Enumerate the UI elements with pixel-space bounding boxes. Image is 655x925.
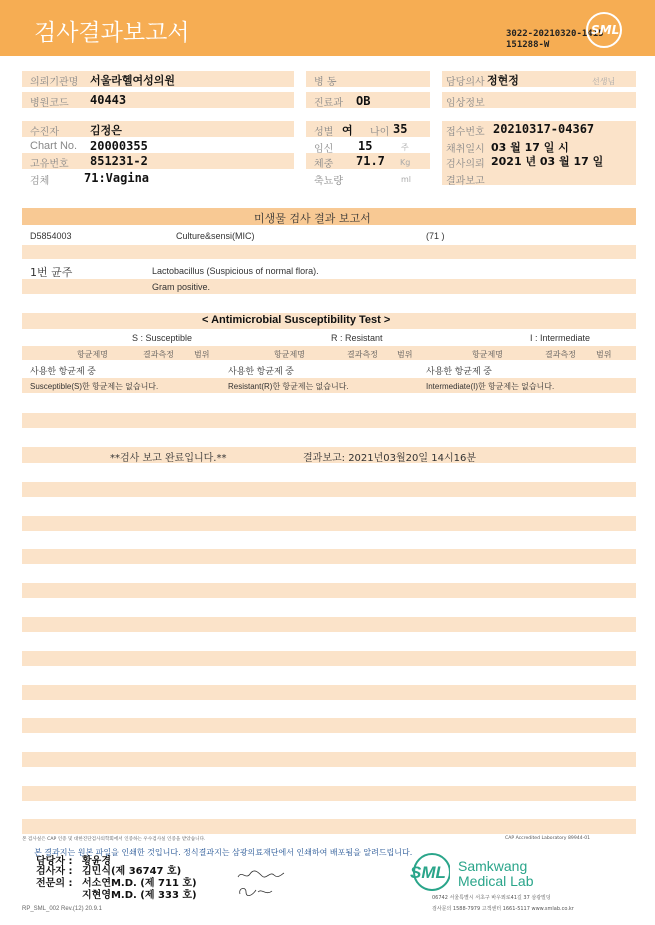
legend-susceptible: S : Susceptible xyxy=(132,333,193,343)
signature-1 xyxy=(236,868,286,882)
doctor-label: 담당의사 xyxy=(446,77,485,88)
patient-label: 수진자 xyxy=(30,127,59,138)
test-code: D5854003 xyxy=(30,231,72,241)
organism-line1: Lactobacillus (Suspicious of normal flora). xyxy=(152,266,319,276)
organism-line2: Gram positive. xyxy=(152,282,211,292)
specialist-label: 전문의 : xyxy=(36,878,73,889)
dept-value: OB xyxy=(356,94,371,108)
pregnancy-unit: 주 xyxy=(401,143,409,152)
used-drug-label-2: 사용한 항균제 중 xyxy=(228,366,294,376)
completion-text: **검사 보고 완료입니다.** xyxy=(110,453,227,464)
col-drug-2: 항균제명 xyxy=(274,350,305,359)
patient-value: 김정은 xyxy=(90,124,122,137)
weight-label: 체중 xyxy=(314,159,334,170)
specialist-1: 서소연M.D. (제 711 호) xyxy=(82,878,197,889)
hospital-value: 서울라헬여성의원 xyxy=(90,74,176,87)
clinical-info-label: 임상정보 xyxy=(446,98,485,109)
dept-label: 진료과 xyxy=(314,98,343,109)
chart-value: 20000355 xyxy=(90,139,148,153)
accreditation-left: 본 검사실은 CAP 인증 및 대한진단검사의학회에서 인증하는 우수검사실 인증을 받았습니다. xyxy=(22,837,206,842)
test-name: Culture&sensi(MIC) xyxy=(176,231,255,241)
note-intermediate: Intermediate(I)한 항균제는 없습니다. xyxy=(426,382,555,391)
report-label: 결과보고 xyxy=(446,176,485,187)
sml-header-logo xyxy=(586,12,622,48)
micro-section-title: 미생물 검사 결과 보고서 xyxy=(254,212,371,225)
col-range-2: 범위 xyxy=(397,350,413,359)
pregnancy-value: 15 xyxy=(358,139,373,153)
urine-unit: ml xyxy=(401,175,412,184)
manager-label: 담당자 : xyxy=(36,856,73,867)
urine-label: 축뇨량 xyxy=(314,176,343,187)
manager-value: 황윤경 xyxy=(82,856,111,867)
age-value: 35 xyxy=(393,122,408,136)
sml-header-logo-text: SML xyxy=(591,23,620,37)
col-drug-1: 항균제명 xyxy=(77,350,108,359)
report-title: 검사결과보고서 xyxy=(34,20,190,46)
col-result-1: 결과측정 xyxy=(143,350,174,359)
col-range-1: 범위 xyxy=(194,350,210,359)
hospital-code-label: 병원코드 xyxy=(30,98,69,109)
hospital-label: 의뢰기관명 xyxy=(30,77,79,88)
used-drug-label-1: 사용한 항균제 중 xyxy=(30,366,96,376)
signature-2 xyxy=(236,884,276,898)
original-notice: 본 결과지는 원본 파일을 인쇄한 것입니다. 정식결과지는 삼광의료재단에서 인쇄하여 배포됨을 알려드립니다. xyxy=(34,848,413,857)
tester-value: 김민식(제 36747 호) xyxy=(82,866,182,877)
chart-label: Chart No. xyxy=(30,140,78,152)
col-range-3: 범위 xyxy=(596,350,612,359)
col-result-2: 결과측정 xyxy=(347,350,378,359)
doctor-suffix: 선생님 xyxy=(592,77,616,86)
hospital-code-value: 40443 xyxy=(90,93,127,107)
used-drug-label-3: 사용한 항균제 중 xyxy=(426,366,492,376)
legend-resistant: R : Resistant xyxy=(331,333,383,343)
note-resistant: Resistant(R)한 항균제는 없습니다. xyxy=(228,382,349,391)
specimen-value: 71:Vagina xyxy=(84,171,150,185)
col-result-3: 결과측정 xyxy=(545,350,576,359)
request-value: 2021 년 03 월 17 일 xyxy=(491,155,604,168)
specimen-label: 검체 xyxy=(30,176,50,187)
form-number: RP_SML_002 Rev.(12) 20.9.1 xyxy=(22,906,102,912)
doctor-value: 정현정 xyxy=(487,74,519,87)
sml-footer-logo xyxy=(410,852,450,892)
sex-value: 여 xyxy=(342,124,353,137)
collect-value: 03 월 17 일 시 xyxy=(491,141,569,154)
legend-intermediate: I : Intermediate xyxy=(530,333,591,343)
sex-label: 성별 xyxy=(314,127,334,138)
sml-footer-logo-text: SML xyxy=(410,863,446,882)
receipt-no-label: 접수번호 xyxy=(446,127,485,138)
brand-name-line1: Samkwang xyxy=(458,858,528,874)
note-susceptible: Susceptible(S)한 항균제는 없습니다. xyxy=(30,382,159,391)
id-value: 851231-2 xyxy=(90,154,148,168)
report-number-line2: 151288-W xyxy=(506,40,550,50)
tester-label: 검사자 : xyxy=(36,866,73,877)
brand-name-line2: Medical Lab xyxy=(458,873,534,889)
specialist-2: 지현영M.D. (제 333 호) xyxy=(82,890,197,901)
weight-value: 71.7 xyxy=(356,154,385,168)
request-label: 검사의뢰 xyxy=(446,159,485,170)
report-number-line1: 3022-20210320-1415 xyxy=(506,29,604,39)
test-specimen: (71 ) xyxy=(426,231,445,241)
receipt-no-value: 20210317-04367 xyxy=(493,122,595,136)
collect-label: 채취일시 xyxy=(446,144,485,155)
lab-phone: 검사문의 1588-7979 고객센터 1661-5117 www.smlab.co.kr xyxy=(432,906,574,912)
completion-report-time: 결과보고: 2021년03월20일 14시16분 xyxy=(303,453,477,464)
weight-unit: Kg xyxy=(400,158,411,167)
pregnancy-label: 임신 xyxy=(314,144,334,155)
ast-title: < Antimicrobial Susceptibility Test > xyxy=(202,314,391,326)
age-label: 나이 xyxy=(370,127,390,138)
col-drug-3: 항균제명 xyxy=(472,350,503,359)
strain-label: 1번 균주 xyxy=(30,266,73,279)
header-bar xyxy=(0,0,655,56)
accreditation-right: CAP Accredited Laboratory 89944-01 xyxy=(505,836,591,841)
lab-address: 06742 서울특별시 서초구 바우뫼로41길 37 삼광빌딩 xyxy=(432,895,551,901)
ward-label: 병 동 xyxy=(314,77,337,88)
id-label: 고유번호 xyxy=(30,159,69,170)
